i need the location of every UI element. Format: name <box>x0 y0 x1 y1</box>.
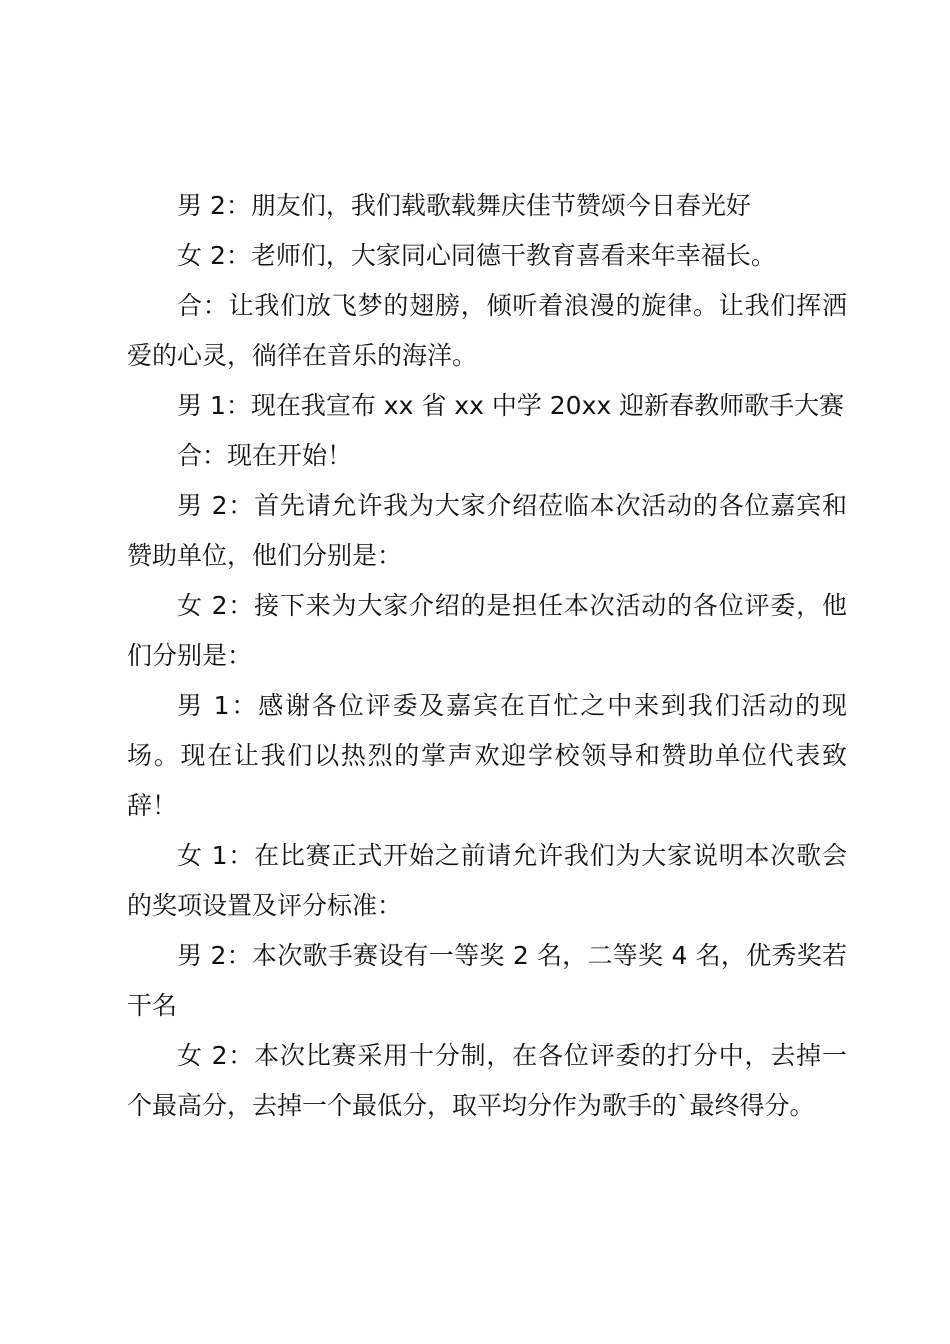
paragraph-female1-rules: 女 1：在比赛正式开始之前请允许我们为大家说明本次歌会的奖项设置及评分标准： <box>127 841 847 920</box>
paragraph-female2-judges: 女 2：接下来为大家介绍的是担任本次活动的各位评委，他们分别是： <box>127 591 847 670</box>
document-body <box>127 181 847 1131</box>
paragraph-female2-greeting: 女 2：老师们，大家同心同德干教育喜看来年幸福长。 <box>177 241 776 270</box>
paragraph-male2-awards: 男 2：本次歌手赛设有一等奖 2 名，二等奖 4 名，优秀奖若干名 <box>127 941 847 1020</box>
paragraph-male1-announcement: 男 1：现在我宣布 xx 省 xx 中学 20xx 迎新春教师歌手大赛 <box>177 391 845 420</box>
paragraph-together-start: 合：现在开始！ <box>177 441 353 470</box>
paragraph-together-dream: 合：让我们放飞梦的翅膀，倾听着浪漫的旋律。让我们挥洒爱的心灵，徜徉在音乐的海洋。 <box>127 291 847 370</box>
paragraph-male2-guests: 男 2：首先请允许我为大家介绍莅临本次活动的各位嘉宾和赞助单位，他们分别是： <box>127 491 847 570</box>
paragraph-male1-thanks: 男 1：感谢各位评委及嘉宾在百忙之中来到我们活动的现场。现在让我们以热烈的掌声欢迎学校领导和赞助单位代表致辞！ <box>127 691 847 820</box>
paragraph-male2-greeting: 男 2：朋友们，我们载歌载舞庆佳节赞颂今日春光好 <box>177 191 751 220</box>
paragraph-female2-scoring: 女 2：本次比赛采用十分制，在各位评委的打分中，去掉一个最高分，去掉一个最低分，取平均分作为歌手的`最终得分。 <box>127 1041 847 1120</box>
